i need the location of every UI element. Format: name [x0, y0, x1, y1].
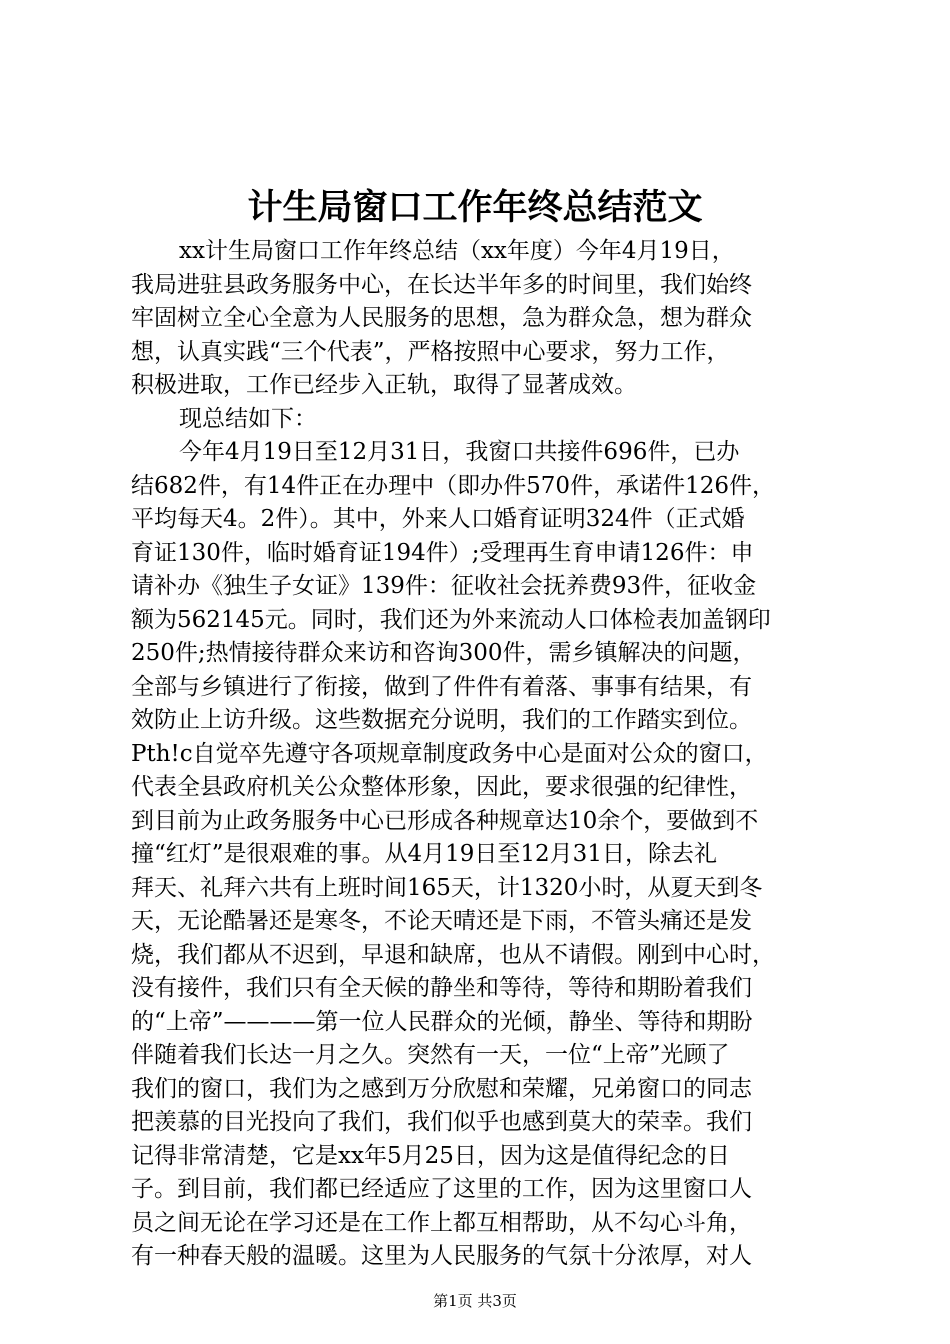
- text-line: 的“上帝”————第一位人民群众的光倾，静坐、等待和期盼: [131, 1008, 753, 1035]
- text-line: 结682件，有14件正在办理中（即办件570件，承诺件126件，: [131, 472, 775, 499]
- text-line: 撞“红灯”是很艰难的事。从4月19日至12月31日，除去礼: [131, 841, 717, 867]
- text-line: 额为562145元。同时，我们还为外来流动人口体检表加盖钢印: [131, 606, 771, 633]
- text-line: 全部与乡镇进行了衔接，做到了件件有着落、事事有结果，有: [131, 673, 752, 700]
- text-line: 效防止上访升级。这些数据充分说明，我们的工作踏实到位。: [131, 707, 752, 733]
- text-line: 伴随着我们长达一月之久。突然有一天，一位“上帝”光顾了: [131, 1042, 730, 1068]
- text-line: 牢固树立全心全意为人民服务的思想，急为群众急，想为群众: [131, 305, 752, 331]
- text-line: 想，认真实践“三个代表”，严格按照中心要求，努力工作，: [131, 338, 730, 365]
- document-title: 计生局窗口工作年终总结范文: [247, 187, 703, 228]
- text-line: 我局进驻县政务服务中心，在长达半年多的时间里，我们始终: [131, 271, 752, 298]
- text-line: 有一种春天般的温暖。这里为人民服务的气氛十分浓厚，对人: [131, 1243, 752, 1269]
- text-line: 员之间无论在学习还是在工作上都互相帮助，从不勾心斗角，: [131, 1209, 752, 1236]
- text-line: 代表全县政府机关公众整体形象，因此，要求很强的纪律性，: [131, 774, 752, 800]
- text-line: 天，无论酷暑还是寒冬，不论天晴还是下雨，不管头痛还是发: [131, 908, 752, 934]
- text-line: 250件;热情接待群众来访和咨询300件，需乡镇解决的问题，: [131, 640, 756, 666]
- text-line: 记得非常清楚，它是xx年5月25日，因为这是值得纪念的日: [131, 1142, 730, 1169]
- text-line: 现总结如下：: [179, 405, 317, 432]
- text-line: 没有接件，我们只有全天候的静坐和等待，等待和期盼着我们: [131, 975, 752, 1001]
- text-line: Pth!c自觉卒先遵守各项规章制度政务中心是面对公众的窗口，: [131, 740, 768, 767]
- page-footer: 第1页 共3页: [433, 1292, 517, 1310]
- text-line: xx计生局窗口工作年终总结（xx年度）今年4月19日，: [179, 238, 735, 264]
- text-line: 积极进取，工作已经步入正轨，取得了显著成效。: [131, 372, 637, 398]
- text-line: 到目前为止政务服务中心已形成各种规章达10余个，要做到不: [131, 807, 759, 834]
- document-body: [131, 235, 851, 1274]
- text-line: 我们的窗口，我们为之感到万分欣慰和荣耀，兄弟窗口的同志: [131, 1075, 752, 1102]
- text-line: 请补办《独生子女证》139件：征收社会抚养费93件，征收金: [131, 573, 757, 599]
- text-line: 拜天、礼拜六共有上班时间165天，计1320小时，从夏天到冬: [131, 874, 763, 901]
- text-line: 子。到目前，我们都已经适应了这里的工作，因为这里窗口人: [131, 1176, 752, 1202]
- text-line: 烧，我们都从不迟到，早退和缺席，也从不请假。刚到中心时，: [131, 941, 775, 968]
- text-line: 今年4月19日至12月31日，我窗口共接件696件，已办: [179, 439, 740, 465]
- text-line: 平均每天4。2件）。其中，外来人口婚育证明324件（正式婚: [131, 506, 745, 532]
- text-line: 把羡慕的目光投向了我们，我们似乎也感到莫大的荣幸。我们: [131, 1109, 752, 1135]
- text-line: 育证130件，临时婚育证194件）;受理再生育申请126件：申: [131, 539, 754, 566]
